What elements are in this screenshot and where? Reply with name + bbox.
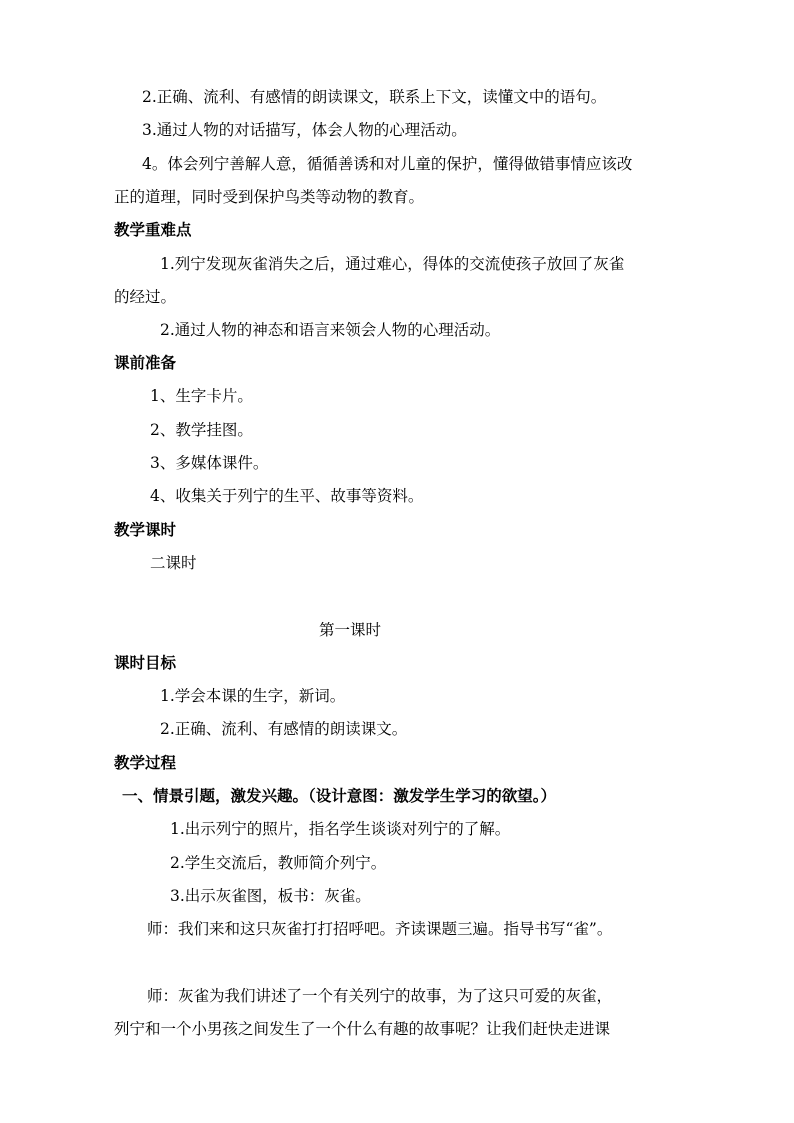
text-line: 2.通过人物的神态和语言来领会人物的心理活动。	[160, 321, 501, 339]
text-line: 2.正确、流利、有感情的朗读课文。	[160, 720, 408, 738]
text-line: 3.出示灰雀图，板书：灰雀。	[170, 887, 371, 905]
text-line: 师：灰雀为我们讲述了一个有关列宁的故事，为了这只可爱的灰雀，	[147, 987, 613, 1005]
section-heading: 教学过程	[114, 753, 177, 772]
text-line: 列宁和一个小男孩之间发生了一个什么有趣的故事呢？让我们赶快走进课	[114, 1020, 611, 1038]
text-line: 的经过。	[114, 288, 177, 306]
text-line: 1.学会本课的生字，新词。	[160, 687, 346, 705]
text-line: 2、教学挂图。	[150, 421, 253, 439]
text-line: 1.列宁发现灰雀消失之后，通过难心，得体的交流使孩子放回了灰雀	[160, 255, 625, 273]
section-heading: 课时目标	[114, 653, 177, 672]
text-line: 4、收集关于列宁的生平、故事等资料。	[150, 487, 424, 505]
text-line: 4。体会列宁善解人意，循循善诱和对儿童的保护，懂得做错事情应该改	[142, 155, 633, 173]
text-line: 2.正确、流利、有感情的朗读课文，联系上下文，读懂文中的语句。	[142, 88, 607, 106]
text-line: 1.出示列宁的照片，指名学生谈谈对列宁的了解。	[170, 820, 511, 838]
section-heading: 教学重难点	[114, 220, 192, 239]
text-line: 第一课时	[319, 621, 382, 639]
section-heading: 教学课时	[114, 520, 177, 539]
text-line: 正的道理，同时受到保护鸟类等动物的教育。	[114, 188, 425, 206]
text-line: 3.通过人物的对话描写，体会人物的心理活动。	[142, 121, 467, 139]
text-line: 师：我们来和这只灰雀打打招呼吧。齐读课题三遍。指导书写“雀”。	[147, 920, 613, 938]
text-line: 二课时	[150, 554, 197, 572]
text-line: 3、多媒体课件。	[150, 454, 269, 472]
text-line: 1、生字卡片。	[150, 387, 253, 405]
section-heading: 课前准备	[114, 353, 177, 372]
section-heading: 一、情景引题，激发兴趣。（设计意图：激发学生学习的欲望。）	[122, 786, 557, 805]
text-line: 2.学生交流后，教师简介列宁。	[170, 854, 387, 872]
